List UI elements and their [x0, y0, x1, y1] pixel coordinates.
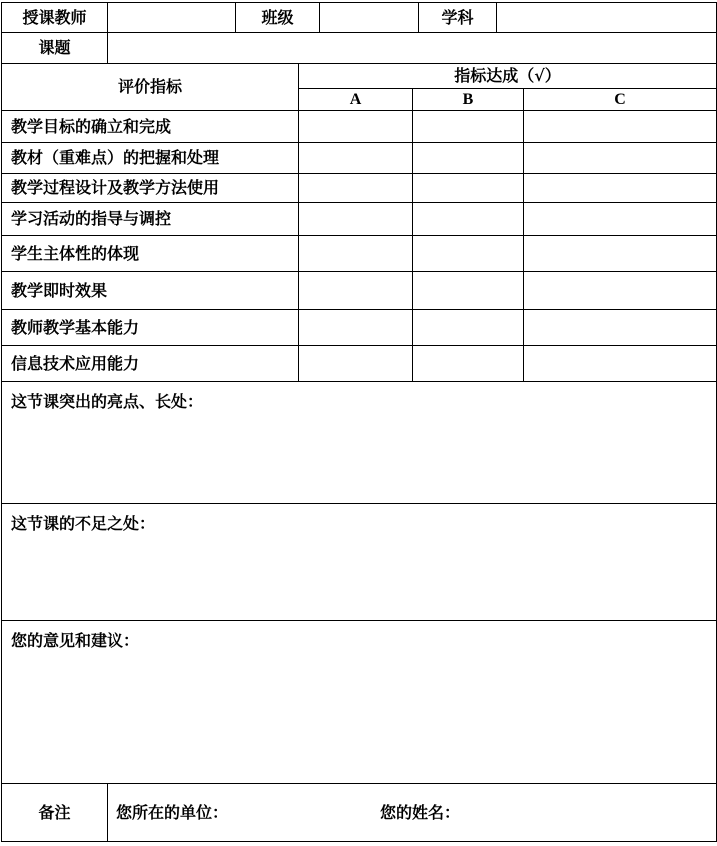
remarks-label: 备注 — [2, 784, 108, 842]
highlights-label: 这节课突出的亮点、长处： — [11, 392, 204, 411]
unit-label: 您所在的单位： — [116, 802, 229, 822]
grade-cell-c[interactable] — [524, 272, 717, 310]
lesson-evaluation-form — [1, 2, 717, 842]
grade-cell-c[interactable] — [524, 310, 717, 346]
highlights-field[interactable] — [2, 382, 717, 504]
criterion-label: 学习活动的指导与调控 — [2, 203, 299, 236]
class-label: 班级 — [236, 3, 320, 33]
grade-cell-a[interactable] — [299, 174, 413, 203]
criterion-label: 学生主体性的体现 — [2, 236, 299, 272]
grade-cell-c[interactable] — [524, 111, 717, 143]
grade-cell-b[interactable] — [413, 310, 524, 346]
class-field[interactable] — [320, 3, 419, 33]
criterion-label: 教学过程设计及教学方法使用 — [2, 174, 299, 203]
grade-cell-a[interactable] — [299, 143, 413, 174]
shortcomings-field[interactable] — [2, 504, 717, 621]
criterion-label: 教师教学基本能力 — [2, 310, 299, 346]
grade-cell-b[interactable] — [413, 236, 524, 272]
grade-header-c: C — [524, 89, 717, 111]
criterion-label: 教材（重难点）的把握和处理 — [2, 143, 299, 174]
grade-header-b: B — [413, 89, 524, 111]
grade-cell-c[interactable] — [524, 203, 717, 236]
topic-field[interactable] — [108, 33, 717, 64]
criterion-label: 教学即时效果 — [2, 272, 299, 310]
achievement-header: 指标达成（√） — [299, 64, 717, 89]
grade-cell-b[interactable] — [413, 346, 524, 382]
grade-cell-c[interactable] — [524, 143, 717, 174]
grade-cell-a[interactable] — [299, 310, 413, 346]
teacher-label: 授课教师 — [2, 3, 108, 33]
remarks-field[interactable] — [108, 784, 717, 842]
subject-field[interactable] — [497, 3, 717, 33]
subject-label: 学科 — [419, 3, 497, 33]
grade-cell-c[interactable] — [524, 174, 717, 203]
suggestions-field[interactable] — [2, 621, 717, 784]
grade-cell-a[interactable] — [299, 111, 413, 143]
grade-cell-b[interactable] — [413, 143, 524, 174]
shortcomings-label: 这节课的不足之处： — [11, 514, 156, 533]
grade-cell-b[interactable] — [413, 272, 524, 310]
grade-cell-b[interactable] — [413, 203, 524, 236]
grade-cell-c[interactable] — [524, 346, 717, 382]
grade-cell-a[interactable] — [299, 272, 413, 310]
criterion-label: 信息技术应用能力 — [2, 346, 299, 382]
grade-cell-a[interactable] — [299, 346, 413, 382]
teacher-field[interactable] — [108, 3, 236, 33]
grade-cell-c[interactable] — [524, 236, 717, 272]
grade-cell-a[interactable] — [299, 203, 413, 236]
grade-cell-a[interactable] — [299, 236, 413, 272]
name-label: 您的姓名： — [380, 802, 461, 822]
suggestions-label: 您的意见和建议： — [11, 631, 140, 650]
grade-header-a: A — [299, 89, 413, 111]
criterion-label: 教学目标的确立和完成 — [2, 111, 299, 143]
criteria-header-label: 评价指标 — [2, 64, 299, 111]
grade-cell-b[interactable] — [413, 174, 524, 203]
grade-cell-b[interactable] — [413, 111, 524, 143]
topic-label: 课题 — [2, 33, 108, 64]
